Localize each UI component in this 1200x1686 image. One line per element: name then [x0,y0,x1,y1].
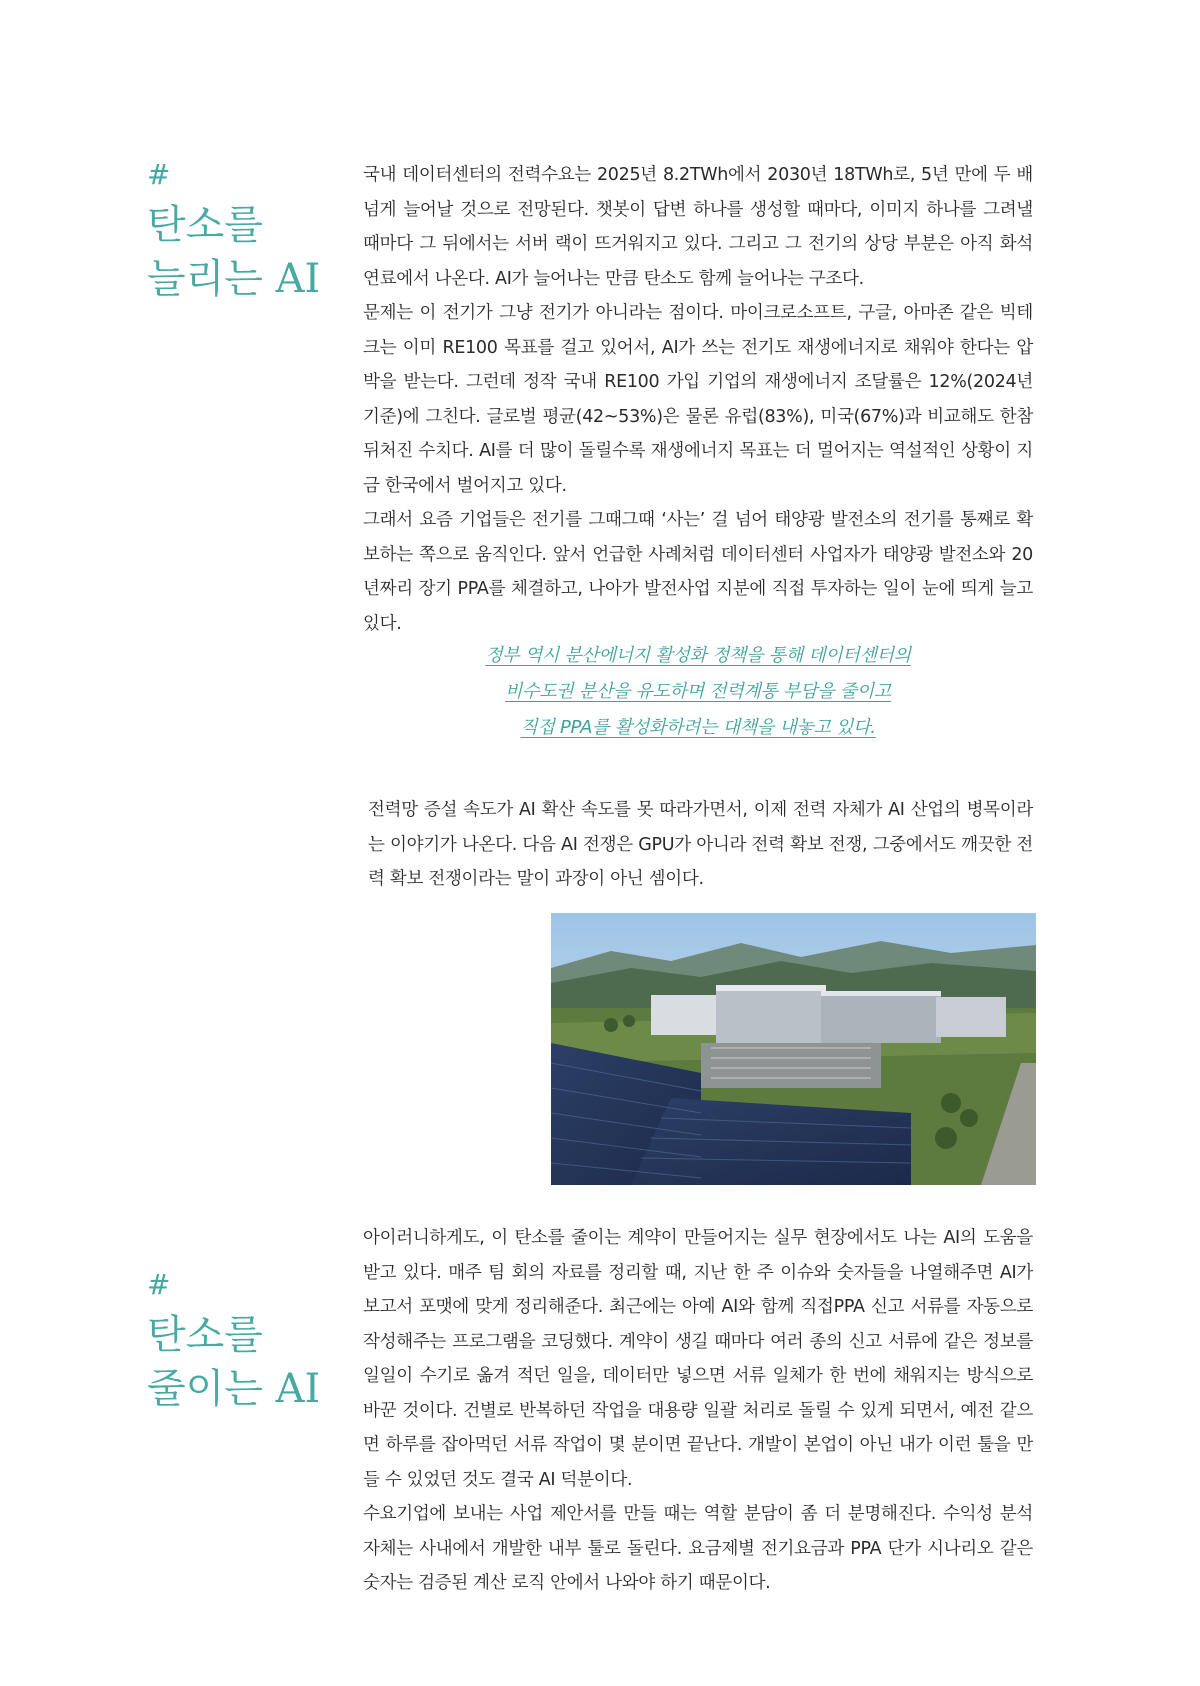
pull-quote [363,638,1033,746]
heading-line-1: 탄소를 [147,202,263,248]
heading-line-2: 줄이는 AI [147,1366,321,1412]
paragraph: 문제는 이 전기가 그냥 전기가 아니라는 점이다. 마이크로소프트, 구글, 아마존 같은 빅테크는 이미 RE100 목표를 걸고 있어서, AI가 쓰는 전기도 재생에너지로 채워야 한다는 압박을 받는다. 그런데 정작 국내 RE100 가입 기업의 재생에너지 조달률은 12%(2024년 기준)에 그친다. 글로벌 평균(42~53%)은 물론 유럽(83%), 미국(67%)과 비교해도 한참 뒤처진 수치다. AI를 더 많이 돌릴수록 재생에너지 목표는 더 멀어지는 역설적인 상황이 지금 한국에서 벌어지고 있다. [363,303,1033,496]
paragraph: 아이러니하게도, 이 탄소를 줄이는 계약이 만들어지는 실무 현장에서도 나는 AI의 도움을 받고 있다. 매주 팀 회의 자료를 정리할 때, 지난 한 주 이슈와 숫자들을 나열해주면 AI가 보고서 포맷에 맞게 정리해준다. 최근에는 아예 AI와 함께 직접PPA 신고 서류를 자동으로 작성해주는 프로그램을 코딩했다. 계약이 생길 때마다 여러 종의 신고 서류에 같은 정보를 일일이 수기로 옮겨 적던 일을, 데이터만 넣으면 서류 일체가 한 번에 채워지는 방식으로 바꾼 것이다. 건별로 반복하던 작업을 대용량 일괄 처리로 돌릴 수 있게 되면서, 예전 같으면 하루를 잡아먹던 서류 작업이 몇 분이면 끝난다. 개발이 본업이 아닌 내가 이런 툴을 만들 수 있었던 것도 결국 AI 덕분이다. [363,1228,1033,1490]
section1-body [363,158,1033,641]
quote-line: 정부 역시 분산에너지 활성화 정책을 통해 데이터센터의 [485,645,911,666]
section-heading-reduce-ai [147,1268,320,1416]
paragraph: 그래서 요즘 기업들은 전기를 그때그때 ‘사는’ 걸 넘어 태양광 발전소의 전기를 통째로 확보하는 쪽으로 움직인다. 앞서 언급한 사례처럼 데이터센터 사업자가 태양광 발전소와 20년짜리 장기 PPA를 체결하고, 나아가 발전사업 지분에 직접 투자하는 일이 눈에 띄게 늘고 있다. [363,510,1033,634]
paragraph: 수요기업에 보내는 사업 제안서를 만들 때는 역할 분담이 좀 더 분명해진다. 수익성 분석 자체는 사내에서 개발한 내부 툴로 돌린다. 요금제별 전기요금과 PPA 단가 시나리오 같은 숫자는 검증된 계산 로직 안에서 나와야 하기 때문이다. [363,1504,1033,1593]
hash-mark: # [147,1268,171,1301]
paragraph: 국내 데이터센터의 전력수요는 2025년 8.2TWh에서 2030년 18TWh로, 5년 만에 두 배 넘게 늘어날 것으로 전망된다. 챗봇이 답변 하나를 생성할 때마다, 이미지 하나를 그려낼 때마다 그 뒤에서는 서버 랙이 뜨거워지고 있다. 그리고 그 전기의 상당 부분은 아직 화석연료에서 나온다. AI가 늘어나는 만큼 탄소도 함께 늘어나는 구조다. [363,165,1033,289]
datacenter-solar-photo [551,913,1036,1185]
hash-mark: # [147,158,171,191]
section2-body [363,1221,1033,1601]
quote-line: 직접 PPA를 활성화하려는 대책을 내놓고 있다. [520,717,876,738]
quote-line: 비수도권 분산을 유도하며 전력계통 부담을 줄이고 [505,681,891,702]
heading-line-2: 늘리는 AI [147,256,321,302]
section-heading-increase-ai [147,158,320,306]
heading-line-1: 탄소를 [147,1312,263,1358]
paragraph: 전력망 증설 속도가 AI 확산 속도를 못 따라가면서, 이제 전력 자체가 AI 산업의 병목이라는 이야기가 나온다. 다음 AI 전쟁은 GPU가 아니라 전력 확보 전쟁, 그중에서도 깨끗한 전력 확보 전쟁이라는 말이 과장이 아닌 셈이다. [368,800,1033,889]
section1-closing [368,793,1033,897]
